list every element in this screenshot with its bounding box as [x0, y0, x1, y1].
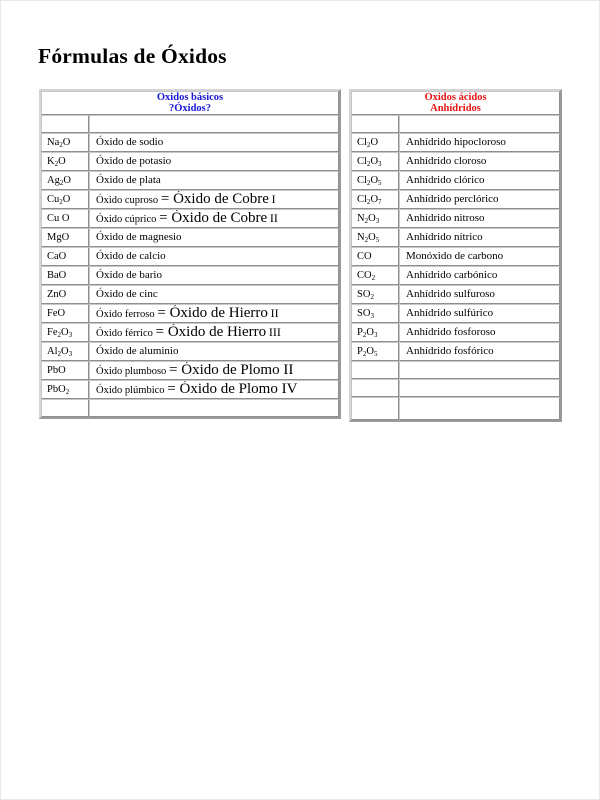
cell-compound-name: Óxido de sodio	[89, 133, 339, 152]
page-title: Fórmulas de Óxidos	[38, 44, 227, 68]
table-row	[351, 285, 560, 304]
table-row-empty	[351, 397, 560, 420]
acid-oxides-header	[351, 91, 560, 115]
cell-formula: CaO	[41, 247, 89, 266]
cell-formula: ZnO	[41, 285, 89, 304]
cell-formula: $SO_3$	[351, 304, 399, 323]
cell-compound-name: Anhídrido sulfuroso	[399, 285, 560, 304]
cell-formula	[351, 115, 399, 133]
cell-formula: $K_2O$	[41, 152, 89, 171]
cell-formula: $P_2O_3$	[351, 323, 399, 342]
cell-compound-name	[399, 361, 560, 379]
cell-compound-name	[399, 397, 560, 420]
cell-formula	[351, 361, 399, 379]
table-header-row	[351, 91, 560, 115]
table-row	[41, 171, 339, 190]
table-row	[41, 190, 339, 209]
basic-oxides-table	[39, 89, 341, 419]
table-row	[351, 304, 560, 323]
cell-formula: $Fe_2O_3$	[41, 323, 89, 342]
acid-header-line1: Óxidos ácidos	[424, 92, 487, 103]
cell-compound-name: Óxido de bario	[89, 266, 339, 285]
cell-formula: $Cl_2O$	[351, 133, 399, 152]
cell-compound-name: Anhídrido carbónico	[399, 266, 560, 285]
table-row	[351, 133, 560, 152]
table-row	[41, 342, 339, 361]
cell-compound-name: Anhídrido cloroso	[399, 152, 560, 171]
table-row-empty	[41, 115, 339, 133]
table-row	[41, 266, 339, 285]
cell-compound-name: Anhídrido clórico	[399, 171, 560, 190]
cell-compound-name: Óxido de aluminio	[89, 342, 339, 361]
table-row	[41, 361, 339, 380]
basic-header-line2: ?Óxidos?	[169, 103, 212, 115]
table-row	[41, 247, 339, 266]
cell-formula: PbO$_2$	[41, 380, 89, 399]
table-row	[351, 152, 560, 171]
table-row	[41, 152, 339, 171]
cell-formula: BaO	[41, 266, 89, 285]
cell-compound-name: Anhídrido nítrico	[399, 228, 560, 247]
cell-compound-name: Anhídrido fosfórico	[399, 342, 560, 361]
cell-compound-name	[399, 115, 560, 133]
cell-compound-name	[89, 115, 339, 133]
table-row	[351, 171, 560, 190]
cell-formula: $P_2O_5$	[351, 342, 399, 361]
table-header-row	[41, 91, 339, 115]
table-row	[351, 209, 560, 228]
cell-formula: MgO	[41, 228, 89, 247]
cell-formula: $SO_2$	[351, 285, 399, 304]
cell-compound-name: Anhídrido hipocloroso	[399, 133, 560, 152]
basic-oxides-header	[41, 91, 339, 115]
table-row	[351, 228, 560, 247]
table-row-empty	[41, 399, 339, 417]
table-row	[41, 304, 339, 323]
cell-formula: FeO	[41, 304, 89, 323]
cell-formula	[351, 379, 399, 397]
cell-formula: $Cl_2O_7$	[351, 190, 399, 209]
cell-compound-name: Monóxido de carbono	[399, 247, 560, 266]
table-row	[41, 228, 339, 247]
cell-compound-name: Óxido de cinc	[89, 285, 339, 304]
cell-compound-name: Anhídrido sulfúrico	[399, 304, 560, 323]
cell-formula: $N_2O_5$	[351, 228, 399, 247]
table-row-empty	[351, 361, 560, 379]
table-row	[351, 190, 560, 209]
table-row	[351, 247, 560, 266]
cell-formula	[351, 397, 399, 420]
table-row	[351, 266, 560, 285]
cell-formula: CO	[351, 247, 399, 266]
cell-formula: $CO_2$	[351, 266, 399, 285]
cell-compound-name: Óxido cuproso = Óxido de Cobre I	[89, 190, 339, 209]
table-row-empty	[351, 115, 560, 133]
cell-compound-name: Óxido de calcio	[89, 247, 339, 266]
cell-formula: $Cu_2O$	[41, 190, 89, 209]
cell-formula: $Ag_2O$	[41, 171, 89, 190]
cell-compound-name	[399, 379, 560, 397]
cell-formula	[41, 115, 89, 133]
table-row	[41, 133, 339, 152]
table-row	[41, 380, 339, 399]
cell-compound-name: Anhídrido perclórico	[399, 190, 560, 209]
table-row	[41, 209, 339, 228]
cell-compound-name: Óxido ferroso = Óxido de Hierro II	[89, 304, 339, 323]
cell-formula	[41, 399, 89, 417]
cell-formula: Cu O	[41, 209, 89, 228]
cell-formula: $Na_2O$	[41, 133, 89, 152]
cell-compound-name: Óxido plumboso = Óxido de Plomo II	[89, 361, 339, 380]
cell-formula: $N_2O_3$	[351, 209, 399, 228]
cell-compound-name: Óxido plúmbico = Óxido de Plomo IV	[89, 380, 339, 399]
table-row-empty	[351, 379, 560, 397]
cell-formula: PbO	[41, 361, 89, 380]
cell-compound-name: Óxido de plata	[89, 171, 339, 190]
cell-formula: $Cl_2O_5$	[351, 171, 399, 190]
acid-oxides-table	[349, 89, 562, 422]
acid-oxides-body	[351, 91, 560, 420]
cell-compound-name: Óxido de magnesio	[89, 228, 339, 247]
cell-compound-name: Óxido de potasio	[89, 152, 339, 171]
cell-formula: $Cl_2O_3$	[351, 152, 399, 171]
cell-compound-name: Óxido férrico = Óxido de Hierro III	[89, 323, 339, 342]
cell-formula: $Al_2O_3$	[41, 342, 89, 361]
basic-oxides-body	[41, 91, 339, 417]
table-row	[41, 285, 339, 304]
cell-compound-name	[89, 399, 339, 417]
cell-compound-name: Óxido cúprico = Óxido de Cobre II	[89, 209, 339, 228]
table-row	[351, 323, 560, 342]
cell-compound-name: Anhídrido fosforoso	[399, 323, 560, 342]
acid-header-line2: Anhídridos	[430, 103, 481, 115]
cell-compound-name: Anhídrido nitroso	[399, 209, 560, 228]
basic-header-line1: Óxidos básicos	[156, 92, 224, 103]
table-row	[351, 342, 560, 361]
table-row	[41, 323, 339, 342]
